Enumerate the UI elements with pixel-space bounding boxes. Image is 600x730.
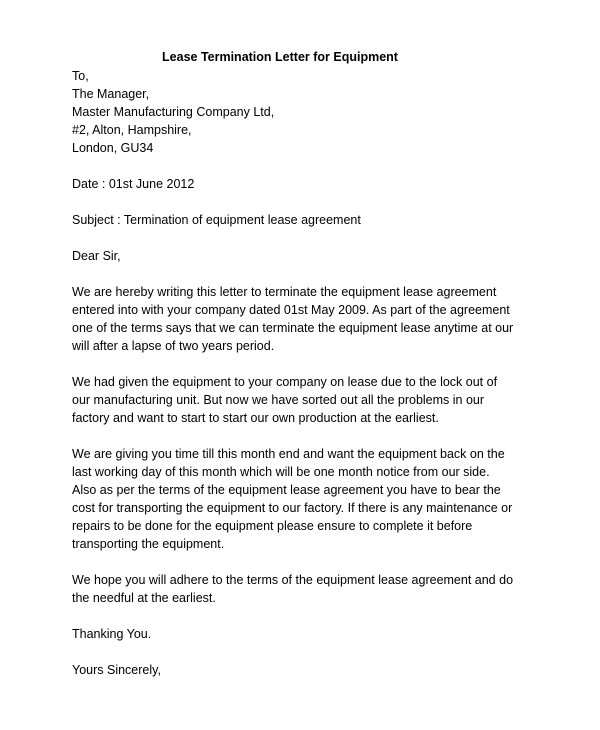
paragraph-line: one of the terms says that we can terminate the equipment lease anytime at our (72, 321, 514, 335)
body-paragraph-2 (72, 373, 532, 427)
closing (72, 625, 532, 643)
recipient-address (72, 67, 532, 157)
body-paragraph-3 (72, 445, 532, 553)
salutation-text: Dear Sir, (72, 249, 121, 263)
paragraph-line: We had given the equipment to your company on lease due to the lock out of (72, 375, 498, 389)
paragraph-line: Also as per the terms of the equipment lease agreement you have to bear the (72, 483, 501, 497)
paragraph-line: We hope you will adhere to the terms of the equipment lease agreement and do (72, 573, 514, 587)
address-line: The Manager, (72, 87, 150, 101)
paragraph-line: We are hereby writing this letter to terminate the equipment lease agreement (72, 285, 497, 299)
paragraph-line: last working day of this month which will be one month notice from our side. (72, 465, 490, 479)
address-line: London, GU34 (72, 141, 154, 155)
closing-text: Thanking You. (72, 627, 152, 641)
address-line: Master Manufacturing Company Ltd, (72, 105, 275, 119)
paragraph-line: the needful at the earliest. (72, 591, 216, 605)
paragraph-line: We are giving you time till this month end and want the equipment back on the (72, 447, 505, 461)
subject-text: Subject : Termination of equipment lease agreement (72, 213, 361, 227)
date-text: Date : 01st June 2012 (72, 177, 195, 191)
salutation (72, 247, 532, 265)
body-paragraph-1 (72, 283, 532, 355)
signoff-text: Yours Sincerely, (72, 663, 161, 677)
paragraph-line: will after a lapse of two years period. (72, 339, 275, 353)
letter-date (72, 175, 532, 193)
body-paragraph-4 (72, 571, 532, 607)
paragraph-line: factory and want to start to start our own production at the earliest. (72, 411, 439, 425)
paragraph-line: transporting the equipment. (72, 537, 225, 551)
paragraph-line: our manufacturing unit. But now we have sorted out all the problems in our (72, 393, 485, 407)
paragraph-line: cost for transporting the equipment to our factory. If there is any maintenance or (72, 501, 513, 515)
paragraph-line: entered into with your company dated 01st May 2009. As part of the agreement (72, 303, 510, 317)
signoff (72, 661, 532, 679)
letter-subject (72, 211, 532, 229)
document-title: Lease Termination Letter for Equipment (162, 50, 398, 64)
paragraph-line: repairs to be done for the equipment please ensure to complete it before (72, 519, 473, 533)
address-line: To, (72, 69, 89, 83)
address-line: #2, Alton, Hampshire, (72, 123, 192, 137)
